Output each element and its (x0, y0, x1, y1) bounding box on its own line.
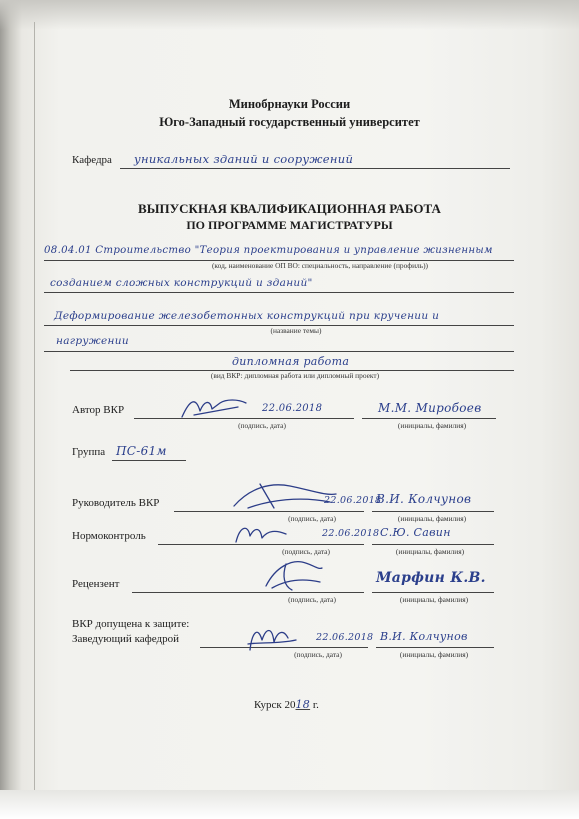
city-year-prefix: Курск 20 (254, 699, 296, 711)
author-name-caption: (инициалы, фамилия) (397, 421, 467, 430)
supervisor-name-caption: (инициалы, фамилия) (397, 514, 467, 523)
admission-line: ВКР допущена к защите: (72, 618, 190, 630)
department-value: уникальных зданий и сооружений (134, 152, 354, 166)
city-year (254, 698, 319, 711)
topic-caption: (название темы) (270, 326, 322, 335)
group-line (112, 460, 186, 461)
group-label: Группа (72, 446, 106, 458)
reviewer-label: Рецензент (72, 578, 120, 590)
admission-date: 22.06.2018 (316, 632, 374, 643)
normcontrol-name: С.Ю. Савин (380, 526, 451, 539)
page-shadow-top (0, 0, 579, 30)
admission-name-line (376, 647, 494, 648)
supervisor-date: 22.06.2018 (324, 495, 382, 506)
normcontrol-date: 22.06.2018 (322, 528, 380, 539)
supervisor-label: Руководитель ВКР (72, 497, 160, 509)
university-heading: Юго-Западный государственный университет (159, 115, 420, 129)
program-handwritten-line1: 08.04.01 Строительство "Теория проектирования и управление жизненным (44, 245, 493, 256)
normcontrol-label: Нормоконтроль (72, 530, 146, 542)
work-type-caption: (вид ВКР: дипломная работа или дипломный проект) (210, 371, 380, 380)
admission-name-caption: (инициалы, фамилия) (399, 650, 469, 659)
normcontrol-sign-caption: (подпись, дата) (282, 547, 330, 556)
department-line (120, 168, 510, 169)
work-type-handwritten: дипломная работа (232, 355, 350, 368)
ministry-heading: Минобрнауки России (228, 97, 351, 111)
author-date: 22.06.2018 (262, 403, 323, 414)
binding-edge (34, 22, 35, 792)
supervisor-name-line (372, 511, 494, 512)
topic-handwritten-line2: нагружении (56, 335, 129, 347)
reviewer-signature (262, 556, 326, 594)
author-label: Автор ВКР (72, 404, 125, 416)
work-title-line2: ПО ПРОГРАММЕ МАГИСТРАТУРЫ (186, 218, 393, 232)
reviewer-name-caption: (инициалы, фамилия) (399, 595, 469, 604)
supervisor-name: В.И. Колчунов (376, 492, 472, 506)
group-value: ПС-61м (116, 444, 167, 458)
program-handwritten-line2: созданием сложных конструкций и зданий" (50, 277, 313, 289)
reviewer-sign-line (132, 592, 364, 593)
admission-sign-caption: (подпись, дата) (294, 650, 342, 659)
reviewer-sign-caption: (подпись, дата) (288, 595, 336, 604)
author-name: М.М. Миробоев (378, 401, 482, 415)
reviewer-name: Марфин К.В. (376, 570, 486, 586)
author-name-line (362, 418, 496, 419)
normcontrol-name-caption: (инициалы, фамилия) (395, 547, 465, 556)
supervisor-sign-caption: (подпись, дата) (288, 514, 336, 523)
program-caption: (код, наименование ОП ВО: специальность, направление (профиль)) (211, 261, 429, 270)
topic-line2 (44, 351, 514, 352)
department-label: Кафедра (72, 154, 112, 166)
head-of-department-label: Заведующий кафедрой (72, 633, 179, 645)
year-handwritten: 18 (295, 698, 311, 711)
topic-handwritten-line1: Деформирование железобетонных конструкций при кручении и (54, 310, 440, 322)
author-signature (180, 395, 250, 423)
head-signature (244, 620, 300, 656)
reviewer-name-line (372, 592, 494, 593)
program-line2 (44, 292, 514, 293)
city-year-end: г. (310, 699, 319, 711)
normcontrol-signature (232, 520, 290, 548)
page-bottom-edge (0, 790, 579, 819)
normcontrol-name-line (372, 544, 494, 545)
admission-name: В.И. Колчунов (380, 630, 468, 643)
work-title-line1: ВЫПУСКНАЯ КВАЛИФИКАЦИОННАЯ РАБОТА (138, 201, 441, 216)
author-sign-caption: (подпись, дата) (238, 421, 286, 430)
